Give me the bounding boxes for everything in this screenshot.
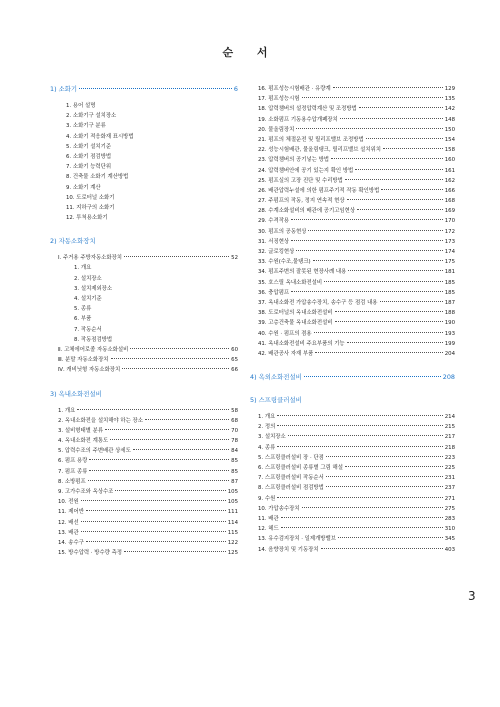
entry-label: 11. 지하구의 소화기 [66,204,115,211]
entry-label: 20. 물올림장치 [258,126,295,133]
entry-page: 185 [444,279,455,286]
toc-entry[interactable] [250,463,455,473]
entry-page: 85 [231,458,238,465]
toc-entry[interactable] [250,432,455,442]
entry-label: 32. 글로킹현상 [258,249,295,255]
entry-label: 3. 소화기구 분류 [66,123,106,130]
entry-page: 169 [444,208,455,215]
toc-entry[interactable] [250,155,455,165]
toc-entry[interactable] [250,308,455,318]
toc-entry[interactable] [250,216,455,226]
entry-label: 1. 개요 [58,407,76,414]
toc-entry[interactable] [250,227,455,237]
toc-entry[interactable] [50,548,238,558]
entry-label: 3. 설치장소 [258,434,286,441]
entry-label: 34. 펌프주변의 잘못된 현장사례 내용 [258,269,347,276]
toc-entry[interactable] [50,487,238,497]
entry-label: 12. 투척용소화기 [66,215,108,222]
entry-page: 204 [444,350,455,357]
toc-left-column [50,84,238,558]
entry-label: 33. 수원(수조,물탱크) [258,259,311,266]
entry-page: 66 [231,367,238,374]
toc-entry[interactable] [250,104,455,114]
toc-entry[interactable] [250,494,455,504]
entry-page: 114 [227,519,238,526]
toc-entry[interactable] [250,329,455,339]
entry-page: 187 [444,299,455,306]
entry-page: 218 [444,444,455,451]
entry-label: 7. 작동순서 [74,326,102,333]
toc-entry[interactable] [250,135,455,145]
entry-label: 3. 설비형태별 분류 [58,427,104,434]
entry-page: 85 [231,468,238,475]
toc-entry[interactable] [250,84,455,94]
entry-page: 148 [444,116,455,123]
entry-label: Ⅱ. 고체에어로졸 자동소화설비 [58,346,129,353]
entry-label: 8. 소방펌프 [58,478,86,485]
entry-page: 158 [444,147,455,154]
toc-entry[interactable] [50,111,238,121]
entry-page: 135 [444,96,455,103]
entry-label: 2. 정의 [258,424,276,431]
entry-page: 170 [444,218,455,225]
entry-label: 8. 작동점검방법 [74,336,113,343]
entry-page: 160 [444,157,455,164]
entry-page: 84 [231,448,238,455]
toc-entry[interactable] [50,436,238,446]
entry-label: 14. 송수구 [58,539,84,546]
toc-entry[interactable] [250,422,455,432]
entry-label: 9. 고가수조와 옥상수조 [58,489,114,495]
entry-page: 237 [444,485,455,492]
entry-label: 2. 소화기구 설치장소 [66,113,117,120]
toc-entry[interactable] [250,504,455,514]
entry-label: 24. 압력챔버안에 공기 있는지 확인 방법 [258,167,354,174]
entry-page: 58 [231,407,238,414]
entry-page: 173 [444,238,455,245]
entry-page: 215 [444,424,455,431]
toc-entry[interactable] [250,166,455,176]
toc-entry[interactable] [50,446,238,456]
toc-entry[interactable] [250,514,455,524]
toc-entry[interactable] [50,193,238,203]
toc-entry[interactable] [50,162,238,172]
entry-label: 23. 압력챔버의 공기넣는 방법 [258,157,329,164]
entry-page: 223 [444,454,455,461]
entry-label: 10. 도로터널 소화기 [66,194,115,201]
toc-entry[interactable] [250,473,455,483]
entry-label: 39. 고층건축물 옥내소화전설비 [258,320,333,327]
entry-label: 2. 옥내소화전을 설치해야 하는 장소 [58,417,143,424]
entry-page: 115 [227,529,238,536]
entry-page: 168 [444,198,455,205]
entry-label: 16. 펌프성능시험배관 · 유량계 [258,86,331,92]
toc-entry[interactable] [250,288,455,298]
entry-label: 6. 스프링클러설비 종류별 그림 해설 [258,465,343,471]
entry-label: 5. 종류 [74,306,92,313]
toc-entry[interactable] [250,145,455,155]
entry-label: 11. 배관 [258,515,279,522]
entry-label: 12. 배선 [58,519,79,526]
entry-page: 52 [231,255,238,262]
toc-entry[interactable] [250,524,455,534]
toc-entry[interactable] [50,142,238,152]
entry-page: 310 [444,526,455,533]
entry-page: 111 [227,509,238,516]
entry-label: 3. 설치제외장소 [74,285,113,292]
toc-entry[interactable] [50,365,238,375]
entry-page: 214 [444,414,455,421]
entry-label: 1. 용어 설명 [66,103,96,109]
entry-label: 9. 소화기 계산 [66,184,101,191]
toc-entry[interactable] [250,247,455,257]
entry-label: 17. 펌프성능시험 [258,96,300,103]
toc-entry[interactable] [50,101,238,111]
entry-label: 30. 펌프의 공동현상 [258,228,307,235]
toc-section-5[interactable] [250,395,455,405]
entry-label: 31. 서징현상 [258,238,290,245]
entry-page: 345 [444,536,455,543]
entry-page: 150 [444,126,455,133]
entry-page: 68 [231,417,238,424]
section-label: 5) 스프링클러설비 [250,396,302,405]
entry-label: 18. 압력챔버의 설정압력계산 및 조정방법 [258,106,357,113]
entry-page: 87 [231,478,238,485]
toc-entry[interactable] [50,335,238,345]
toc-entry[interactable] [50,314,238,324]
entry-page: 162 [444,177,455,184]
toc-entry[interactable] [50,426,238,436]
toc-entry[interactable] [250,534,455,544]
entry-label: 10. 가압송수장치 [258,505,300,512]
entry-label: 5. 소화기 설치기준 [66,143,112,150]
entry-label: 5. 스프링클러설비 장 · 단점 [258,454,324,461]
toc-entry[interactable] [50,467,238,477]
entry-label: 29. 수격작용 [258,218,290,225]
toc-entry[interactable] [250,186,455,196]
toc-entry[interactable] [250,318,455,328]
toc-entry[interactable] [50,183,238,193]
entry-label: 7. 펌프 종류 [58,468,88,475]
entry-label: 4. 설치기준 [74,296,102,302]
toc-entry[interactable] [250,115,455,125]
entry-label: 4. 옥내소화전 계통도 [58,438,109,445]
entry-page: 161 [444,167,455,174]
entry-label: 42. 배관공사 자재 부품 [258,350,314,357]
entry-label: 4. 종류 [258,444,276,451]
entry-page: 105 [227,499,238,506]
toc-entry[interactable] [250,412,455,422]
toc-entry[interactable] [50,203,238,213]
toc-entry[interactable] [50,507,238,517]
toc-section-2[interactable] [50,236,238,246]
entry-page: 129 [444,86,455,92]
section-label: 4) 옥외소화전설비 [250,373,302,382]
entry-label: 7. 스프링클러설비 작동순서 [258,475,324,482]
page-title: 순 서 [222,46,278,59]
toc-section-4[interactable] [250,372,455,382]
toc-entry[interactable] [250,257,455,267]
toc-right-column [250,84,455,555]
toc-entry[interactable] [250,267,455,277]
section-label: 1) 소화기 [50,85,78,93]
entry-page: 271 [444,495,455,502]
entry-page: 199 [444,340,455,347]
toc-entry[interactable] [250,206,455,216]
entry-page: 185 [444,289,455,296]
entry-label: 4. 소화기 적응화재 표시방법 [66,133,134,140]
entry-page: 403 [444,546,455,553]
toc-entry[interactable] [50,284,238,294]
entry-label: 25. 펌프실의 고장 진단 및 수리방법 [258,177,343,184]
toc-entry[interactable] [50,274,238,284]
section-label: 2) 자동소화장치 [50,237,96,246]
entry-page: 174 [444,249,455,255]
toc-entry[interactable] [50,294,238,304]
toc-entry[interactable] [50,416,238,426]
entry-label: 6. 펌프 용량 [58,458,88,465]
entry-label: 15. 방수압력 · 방수량 측정 [58,550,123,557]
toc-section-3[interactable] [50,389,238,399]
entry-label: 21. 펌프의 체절운전 및 릴리프밸브 조정방법 [258,136,364,143]
entry-page: 122 [227,539,238,546]
toc-entry[interactable] [50,528,238,538]
entry-page: 283 [444,515,455,522]
entry-label: 7. 소화기 능력단위 [66,164,112,171]
entry-page: 231 [444,475,455,482]
entry-label: 22. 성능시험배관, 물올림탱크, 릴리프밸브 설치위치 [258,147,382,154]
toc-entry[interactable] [250,298,455,308]
toc-entry[interactable] [50,213,238,223]
toc-entry[interactable] [50,152,238,162]
toc-entry[interactable] [250,196,455,206]
toc-entry[interactable] [50,345,238,355]
toc-entry[interactable] [250,237,455,247]
entry-label: 28. 수계소화설비의 배관에 공기고임현상 [258,208,356,215]
entry-label: 5. 압력수조의 주변배관 상세도 [58,448,131,455]
toc-entry[interactable] [50,456,238,466]
entry-label: 1. 개요 [258,414,276,421]
entry-page: 225 [444,465,455,471]
entry-label: Ⅳ. 캐비닛형 자동소화장치 [58,367,121,374]
entry-page: 125 [227,550,238,557]
entry-label: 40. 수원 · 펌프의 겸용 [258,330,312,337]
entry-label: 8. 건축물 소화기 계산방법 [66,174,129,181]
entry-page: 275 [444,505,455,512]
entry-label: 11. 제어반 [58,509,84,516]
entry-label: 12. 헤드 [258,526,279,533]
entry-label: 14. 음향장치 및 기동장치 [258,546,319,553]
toc-entry[interactable] [50,406,238,416]
section-label: 3) 옥내소화전설비 [50,389,102,398]
section-page: 208 [442,373,455,382]
toc-entry[interactable] [250,349,455,359]
toc-entry[interactable] [50,518,238,528]
entry-label: Ⅲ. 분말 자동소화장치 [58,357,109,364]
toc-entry[interactable] [50,538,238,548]
toc-entry[interactable] [250,125,455,135]
page-number: 3 [468,589,476,603]
entry-page: 188 [444,310,455,317]
entry-label: 10. 전원 [58,499,79,506]
entry-page: 193 [444,330,455,337]
entry-label: 19. 소화펌프 기동용수압개폐장치 [258,116,338,123]
toc-entry[interactable] [50,253,238,263]
toc-entry[interactable] [50,121,238,131]
entry-label: Ⅰ. 주거용 주방자동소화장치 [58,255,123,262]
entry-label: 13. 유수검지장치 · 일제개방밸브 [258,536,336,543]
entry-label: 13. 배관 [58,529,79,536]
entry-page: 65 [231,357,238,364]
entry-page: 105 [227,489,238,495]
entry-page: 172 [444,228,455,235]
entry-page: 78 [231,438,238,445]
toc-entry[interactable] [50,263,238,273]
toc-entry[interactable] [250,339,455,349]
toc-entry[interactable] [250,94,455,104]
entry-label: 8. 스프링클러설비 점검방법 [258,485,324,492]
entry-page: 190 [444,320,455,327]
entry-label: 6. 부품 [74,316,92,323]
entry-label: 2. 설치장소 [74,275,102,282]
entry-page: 166 [444,187,455,194]
toc-entry[interactable] [50,477,238,487]
entry-label: 41. 옥내소화전설비 주요부품의 기능 [258,340,345,347]
entry-label: 1. 개요 [74,265,92,272]
entry-page: 181 [444,269,455,276]
entry-label: 6. 소화기 점검방법 [66,153,112,160]
entry-label: 38. 도로터널의 옥내소화전설비 [258,310,333,317]
entry-page: 70 [231,427,238,434]
toc-entry[interactable] [50,304,238,314]
entry-label: 27. 주펌프의 작동, 정지 연속적 현상 [258,198,345,205]
toc-entry[interactable] [50,172,238,182]
toc-section-1[interactable] [50,84,238,94]
toc-entry[interactable] [250,545,455,555]
toc-entry[interactable] [250,453,455,463]
toc-entry[interactable] [250,443,455,453]
entry-label: 37. 옥내소화전 가압송수장치, 송수구 등 점검 내용 [258,299,378,306]
entry-page: 217 [444,434,455,441]
entry-page: 60 [231,346,238,353]
toc-entry[interactable] [50,355,238,365]
entry-page: 175 [444,259,455,266]
toc-entry[interactable] [50,132,238,142]
entry-label: 9. 수원 [258,495,276,502]
entry-page: 154 [444,136,455,143]
toc-entry[interactable] [250,176,455,186]
toc-entry[interactable] [250,278,455,288]
entry-label: 36. 충압펌프 [258,289,290,296]
toc-entry[interactable] [50,325,238,335]
toc-entry[interactable] [250,483,455,493]
entry-page: 142 [444,106,455,113]
entry-label: 35. 호스릴 옥내소화전설비 [258,279,323,286]
section-page: 6 [233,85,238,93]
entry-label: 26. 배관압력누설에 의한 펌프주기적 작동 확인방법 [258,187,380,194]
toc-entry[interactable] [50,497,238,507]
